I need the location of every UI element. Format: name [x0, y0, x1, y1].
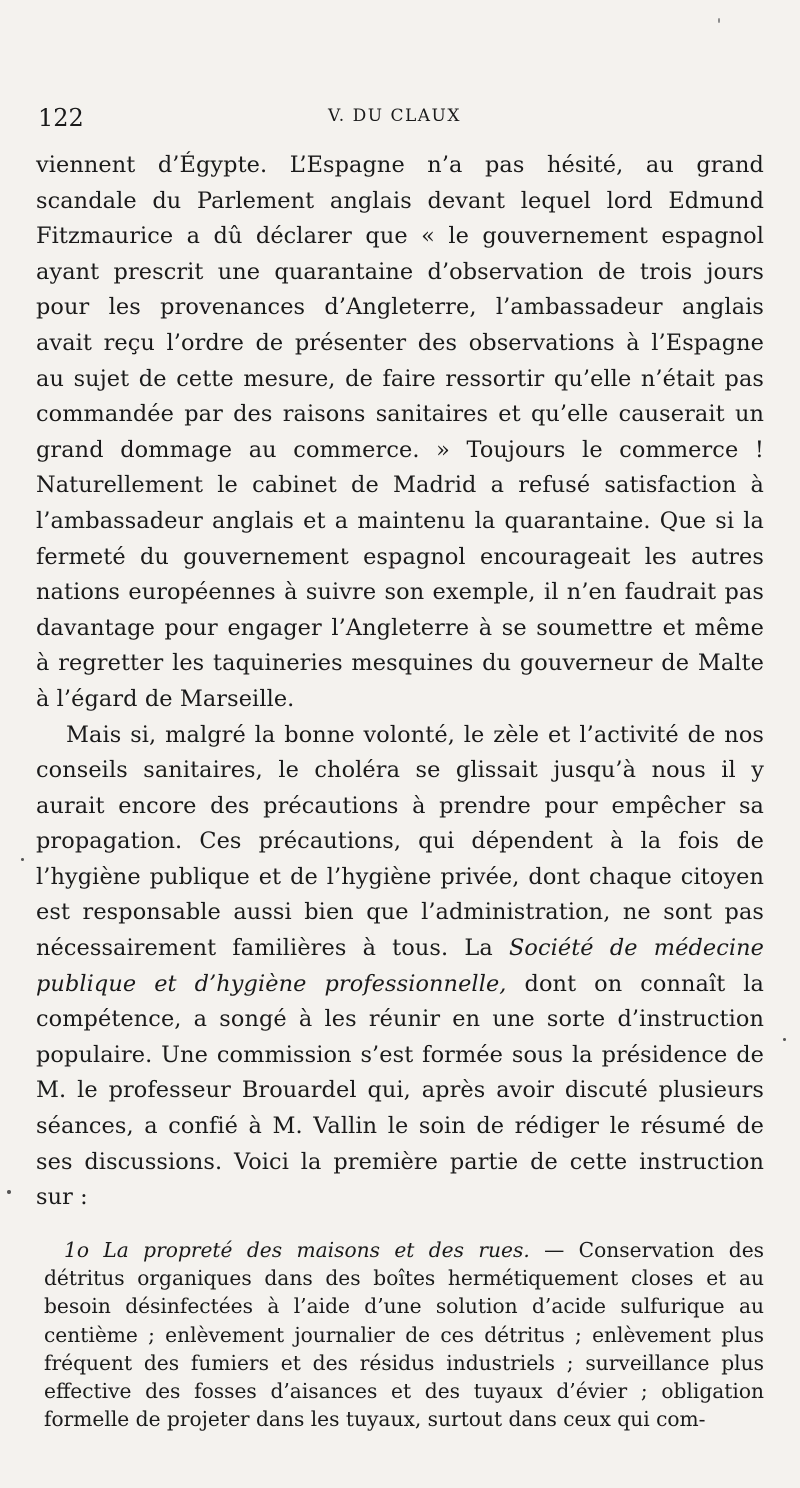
page-number: 122 [38, 104, 84, 132]
paper-speck [718, 18, 720, 23]
instruction-item-1 [44, 1236, 764, 1433]
paragraph-1: viennent d’Égypte. L’Espagne n’a pas hésité, au grand scandale du Parlement anglais devant lequel lord Edmund Fitzmaurice a dû déclarer que « le gouvernement espagnol ayant prescrit une quarantaine d’observation de trois jours pour les provenances d’Angleterre, l’ambassadeur anglais avait reçu l’ordre de présenter des observations à l’Espagne au sujet de cette mesure, de faire ressortir qu’elle n’était pas commandée par des raisons sanitaires et qu’elle causerait un grand dommage au commerce. » Toujours le commerce ! Naturellement le cabinet de Madrid a refusé satisfaction à l’ambassadeur anglais et a maintenu la quarantaine. Que si la fermeté du gouvernement espagnol encourageait les autres nations européennes à suivre son exemple, il n’en faudrait pas davantage pour engager l’Angleterre à se soumettre et même à regretter les taquineries mesquines du gouverneur de Malte à l’égard de Marseille. [36, 152, 764, 712]
paper-speck [21, 858, 24, 861]
paper-speck [783, 1038, 786, 1041]
society-name: Société de médecine publique et d’hygiène professionnelle, [36, 935, 764, 997]
page-header [38, 104, 768, 136]
instruction-title: La propreté des maisons et des rues. [103, 1238, 530, 1262]
running-head: V. DU CLAUX [328, 106, 461, 126]
paper-speck [7, 1190, 11, 1194]
paragraph-2 [36, 718, 764, 1216]
instruction-item [44, 1236, 764, 1433]
paragraph-2-start: Mais si, malgré la bonne volonté, le zèle et l’activité de nos conseils sanitaires, le choléra se glissait jusqu’à nous il y aurait encore des précautions à prendre pour empêcher sa propagation. Ces précautions, qui dépendent à la fois de l’hygiène publique et de l’hygiène privée, dont chaque citoyen est responsable aussi bien que l’administration, ne sont pas nécessairement familières à tous. La [36, 721, 764, 962]
instruction-number: 1o [64, 1238, 89, 1262]
paragraph-2-end: dont on connaît la compétence, a songé à les réunir en une sorte d’instruction populaire. Une commission s’est formée sous la présidence de M. le professeur Brouardel qui, après avoir discuté plusieurs séances, a confié à M. Vallin le soin de rédiger le résumé de ses discussions. Voici la première partie de cette instruction sur : [36, 970, 765, 1211]
instruction-text: — Conservation des détritus organiques dans des boîtes hermétiquement closes et au besoin désinfectées à l’aide d’une solution d’acide sulfurique au centième ; enlèvement journalier de ces détritus ; enlèvement plus fréquent des fumiers et des résidus industriels ; surveillance plus effective des fosses d’aisances et des tuyaux d’évier ; obligation formelle de projeter dans les tuyaux, surtout dans ceux qui com- [44, 1238, 765, 1432]
main-text [36, 148, 764, 1216]
